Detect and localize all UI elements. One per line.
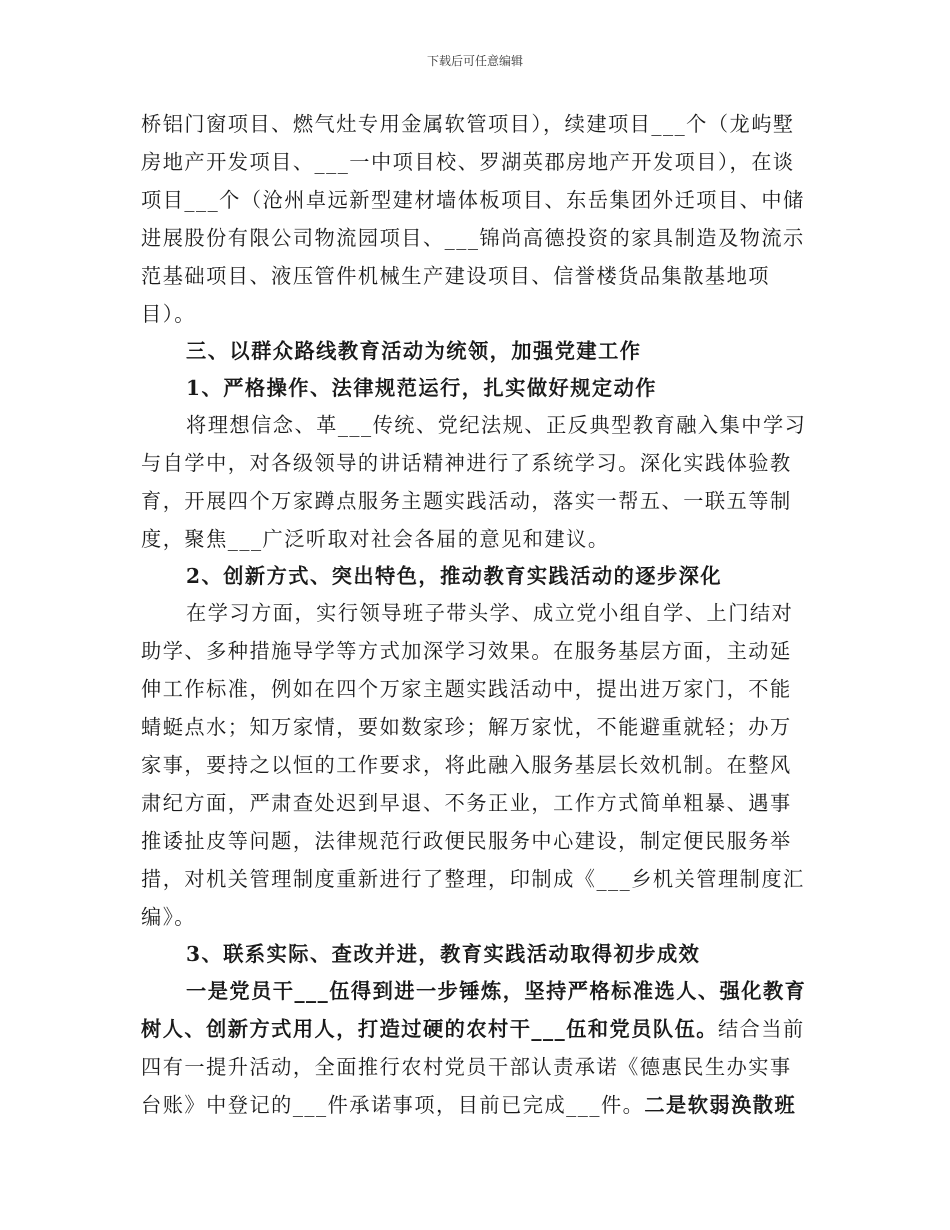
body-line: 项目___个（沧州卓远新型建材墙体板项目、东岳集团外迁项目、中储: [141, 188, 805, 212]
bold-run: 树人、创新方式用人，打造过硬的农村干___伍和党员队伍。: [141, 1017, 718, 1041]
body-line: 编》。: [141, 905, 196, 929]
body-line: 推诿扯皮等问题，法律规范行政便民服务中心建设，制定便民服务举: [141, 829, 792, 853]
bold-run: 二是软弱涣散班: [644, 1093, 797, 1117]
body-line: 度，聚焦___广泛听取对社会各届的意见和建议。: [141, 527, 610, 551]
section-heading: 三、以群众路线教育活动为统领，加强党建工作: [186, 339, 642, 363]
body-line: 措，对机关管理制度重新进行了整理，印制成《___乡机关管理制度汇: [141, 867, 805, 891]
body-line: 伸工作标准，例如在四个万家主题实践活动中，提出进万家门，不能: [141, 677, 792, 701]
body-line: 将理想信念、革___传统、党纪法规、正反典型教育融入集中学习: [186, 413, 807, 437]
body-line: 范基础项目、液压管件机械生产建设项目、信誉楼货品集散基地项: [141, 264, 770, 288]
body-line: 在学习方面，实行领导班子带头学、成立党小组自学、上门结对: [186, 601, 794, 625]
body-line: 与自学中，对各级领导的讲话精神进行了系统学习。深化实践体验教: [141, 451, 792, 475]
body-line-mixed: [141, 1015, 805, 1043]
subsection-heading: 1、严格操作、法律规范运行，扎实做好规定动作: [186, 376, 657, 400]
body-line: 助学、多种措施导学等方式加深学习效果。在服务基层方面，主动延: [141, 639, 792, 663]
normal-run: 台账》中登记的___件承诺事项，目前已完成___件。: [141, 1093, 645, 1117]
body-line: 桥铝门窗项目、燃气灶专用金属软管项目），续建项目___个（龙屿墅: [141, 112, 795, 136]
subsection-heading: 2、创新方式、突出特色，推动教育实践活动的逐步深化: [186, 564, 723, 588]
body-line-mixed: [141, 1091, 796, 1119]
page-header: 下载后可任意编辑: [426, 54, 523, 68]
subsection-heading: 3、联系实际、查改并进，教育实践活动取得初步成效: [186, 942, 701, 966]
body-line: 家事，要持之以恒的工作要求，将此融入服务基层长效机制。在整风: [141, 753, 792, 777]
body-line: 进展股份有限公司物流园项目、___锦尚高德投资的家具制造及物流示: [141, 226, 805, 250]
body-line: 肃纪方面，严肃查处迟到早退、不务正业，工作方式简单粗暴、遇事: [141, 791, 792, 815]
normal-run: 结合当前: [717, 1017, 805, 1041]
body-line: 房地产开发项目、___一中项目校、罗湖英郡房地产开发项目），在谈: [141, 150, 795, 174]
body-line-bold: 一是党员干___伍得到进一步锤炼，坚持严格标准选人、强化教育: [186, 979, 807, 1003]
body-line: 四有一提升活动，全面推行农村党员干部认责承诺《德惠民生办实事: [141, 1055, 792, 1079]
body-line: 蜻蜓点水；知万家情，要如数家珍；解万家忧，不能避重就轻；办万: [141, 715, 792, 739]
body-line: 目）。: [141, 302, 196, 326]
body-line: 育，开展四个万家蹲点服务主题实践活动，落实一帮五、一联五等制: [141, 489, 792, 513]
